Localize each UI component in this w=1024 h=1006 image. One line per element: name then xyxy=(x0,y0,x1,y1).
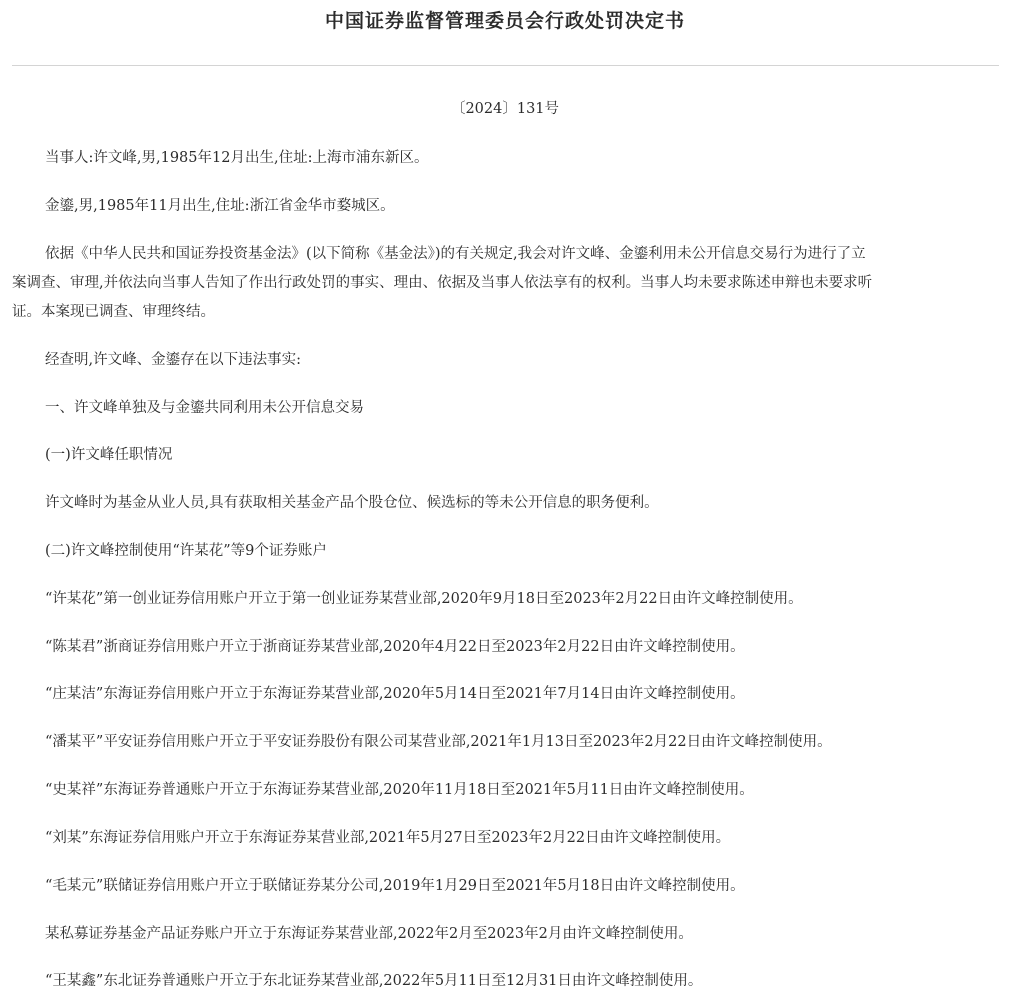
account-item: “潘某平”平安证券信用账户开立于平安证券股份有限公司某营业部,2021年1月13日至2023年2月22日由许文峰控制使用。 xyxy=(45,734,832,750)
account-item: “许某花”第一创业证券信用账户开立于第一创业证券某营业部,2020年9月18日至2023年2月22日由许文峰控制使用。 xyxy=(45,591,803,607)
party-1-text: 当事人:许文峰,男,1985年12月出生,住址:上海市浦东新区。 xyxy=(45,150,429,166)
account-item: “王某鑫”东北证券普通账户开立于东北证券某营业部,2022年5月11日至12月31日由许文峰控制使用。 xyxy=(45,973,703,989)
subsection-heading: (一)许文峰任职情况 xyxy=(45,447,173,463)
body-paragraph: 许文峰时为基金从业人员,具有获取相关基金产品个股仓位、候选标的等未公开信息的职务便利。 xyxy=(45,495,659,511)
basis-line-1: 依据《中华人民共和国证券投资基金法》(以下简称《基金法》)的有关规定,我会对许文峰、金鎏利用未公开信息交易行为进行了立 xyxy=(45,246,866,262)
section-heading: 一、许文峰单独及与金鎏共同利用未公开信息交易 xyxy=(45,400,364,416)
account-item: “庄某洁”东海证券信用账户开立于东海证券某营业部,2020年5月14日至2021年7月14日由许文峰控制使用。 xyxy=(45,686,745,702)
body-paragraph: 经查明,许文峰、金鎏存在以下违法事实: xyxy=(45,352,301,368)
title-divider xyxy=(12,65,999,66)
basis-paragraph xyxy=(12,240,1002,327)
account-item: “陈某君”浙商证券信用账户开立于浙商证券某营业部,2020年4月22日至2023年2月22日由许文峰控制使用。 xyxy=(45,639,745,655)
basis-line-3: 证。本案现已调查、审理终结。 xyxy=(12,304,215,320)
party-paragraph-1 xyxy=(12,144,1002,173)
account-item: “毛某元”联储证券信用账户开立于联储证券某分公司,2019年1月29日至2021年5月18日由许文峰控制使用。 xyxy=(45,878,745,894)
party-paragraph-2 xyxy=(12,192,1002,221)
account-item: 某私募证券基金产品证券账户开立于东海证券某营业部,2022年2月至2023年2月由许文峰控制使用。 xyxy=(45,926,693,942)
party-2-text: 金鎏,男,1985年11月出生,住址:浙江省金华市婺城区。 xyxy=(45,198,395,214)
account-item: “史某祥”东海证券普通账户开立于东海证券某营业部,2020年11月18日至2021年5月11日由许文峰控制使用。 xyxy=(45,782,754,798)
subsection-heading: (二)许文峰控制使用“许某花”等9个证券账户 xyxy=(45,543,327,559)
document-number: 〔2024〕131号 xyxy=(450,101,560,117)
account-item: “刘某”东海证券信用账户开立于东海证券某营业部,2021年5月27日至2023年2月22日由许文峰控制使用。 xyxy=(45,830,731,846)
document-title: 中国证券监督管理委员会行政处罚决定书 xyxy=(324,10,685,32)
basis-line-2: 案调查、审理,并依法向当事人告知了作出行政处罚的事实、理由、依据及当事人依法享有的权利。当事人均未要求陈述申辩也未要求听 xyxy=(12,275,873,291)
